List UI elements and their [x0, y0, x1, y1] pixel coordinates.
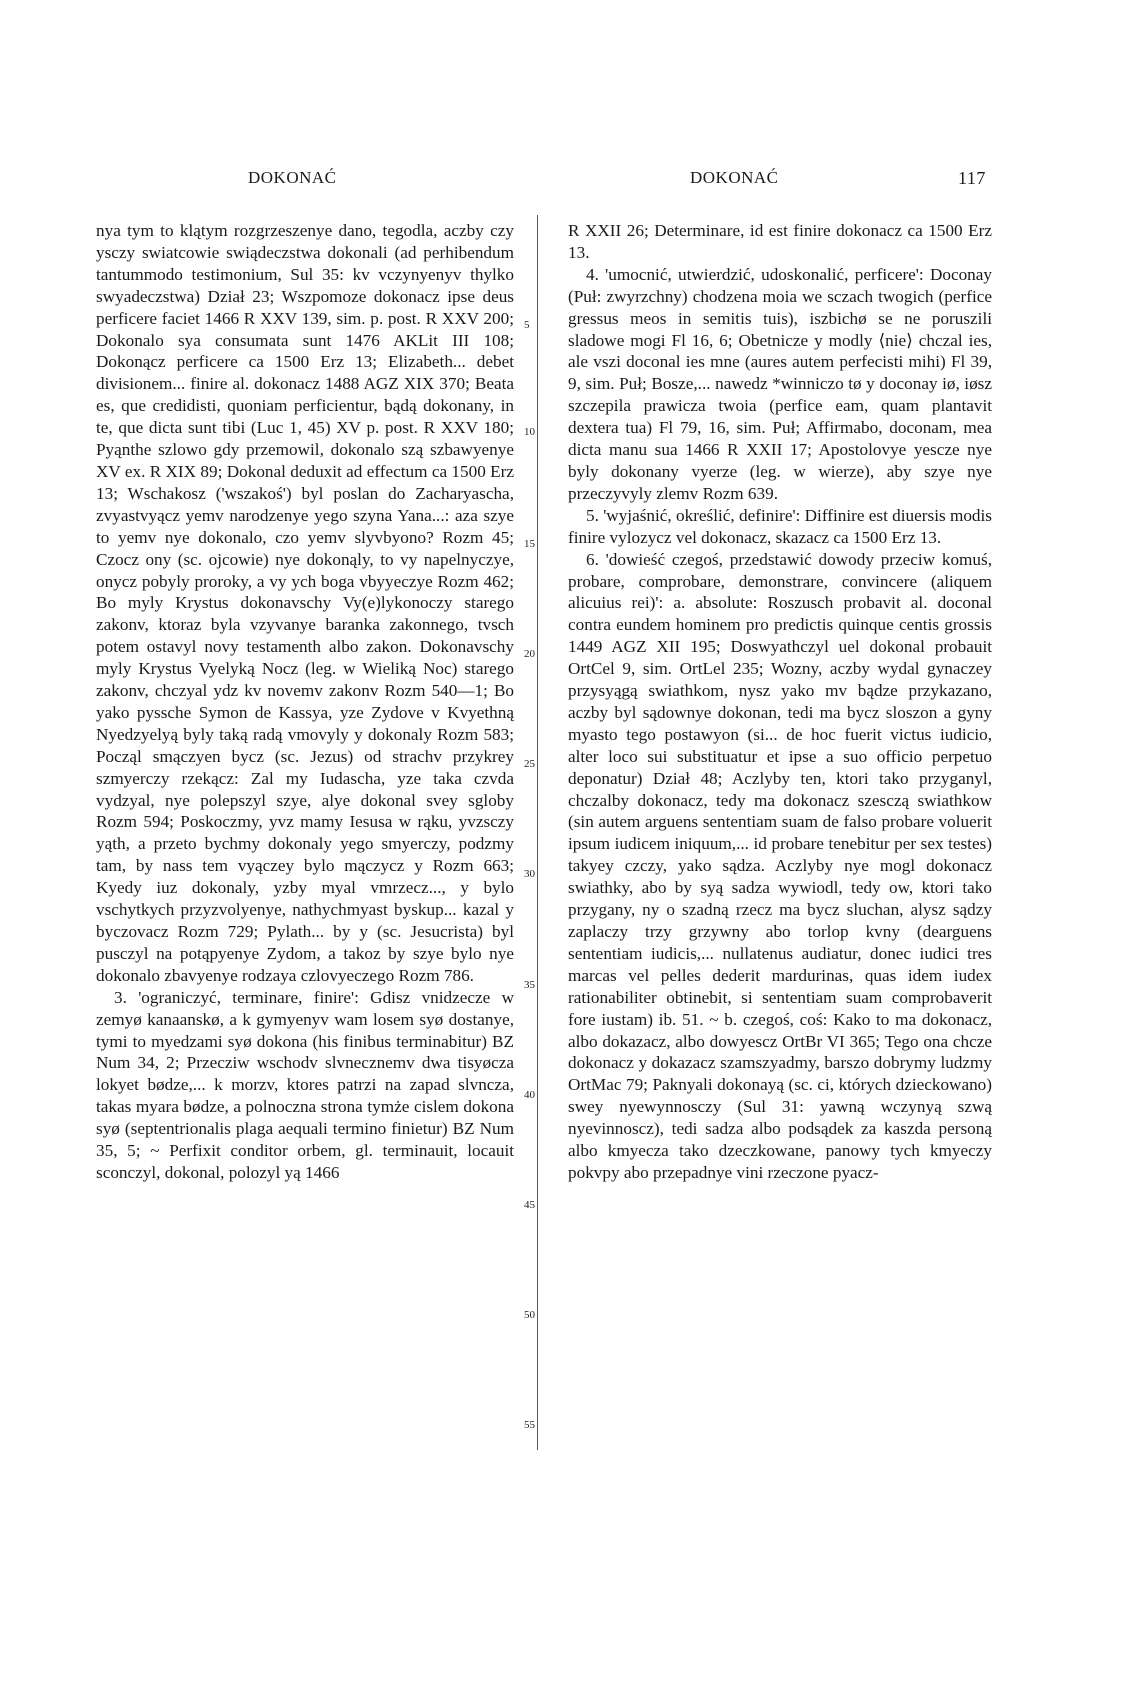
line-number: 5 — [524, 319, 530, 331]
page-number: 117 — [958, 168, 986, 188]
sense-3: 3. 'ograniczyć, terminare, finire': Gdisz vnidzecze w zemyø kanaanskø, a k gymyenyv wam losem syø dostanye, tymi to myedzami syø dokona (his finibus terminabitur) BZ Num 34, 2; Przecziw wschodv slvnecznemv dwa tisyøcza lokyet bødze,... k morzv, ktores patrzi na zapad slvncza, takas myara bødze, a polnoczna strona tymże cislem dokona syø (septentrionalis plaga aequali termino finietur) BZ Num 35, 5; ~ Perfixit conditor orbem, gl. terminauit, locauit sconczyl, dokonal, polozyl yą 1466 — [96, 987, 514, 1182]
entry-text-continued: R XXII 26; Determinare, id est finire dokonacz ca 1500 Erz 13. — [568, 221, 992, 262]
running-head-left: DOKONAĆ — [248, 168, 337, 187]
right-column — [568, 220, 992, 1184]
sense-4: 4. 'umocnić, utwierdzić, udoskonalić, perficere': Doconay (Puł: zwyrzchny) chodzena moia we sczach twogich (perfice gressus meos in semitis tuis), iszbichø se ne poruszili sladowe mogi Fl 16, 6; Obetnicze y modly ⟨nie⟩ chczal ies, ale vszi doconal ies mne (aures autem perfecisti mihi) Fl 39, 9, sim. Puł; Bosze,... nawedz *winniczo tø y doconay iø, iøsz szczepila prawicza twoia (perfice eam, quam plantavit dextera tua) Fl 79, 16, sim. Puł; Affirmabo, doconam, mea dicta manu sua 1466 R XXII 17; Apostolovye yescze nye byly dokonany vyerze (leg. w wierze), aby szye nye przeczyvyly zlemv Rozm 639. — [568, 264, 992, 503]
column-divider — [537, 215, 538, 1450]
entry-text-continued: nya tym to klątym rozgrzeszenye dano, tegodla, aczby czy ysczy swiatcowie swiądeczstwa dokonali (ad perhibendum tantummodo testimonium, Sul 35: kv vczynyenyv thylko swyadeczstwa) Dział 23; Wszpomoze dokonacz ipse deus perficere faciet 1466 R XXV 139, sim. p. post. R XXV 200; Dokonalo sya consumata sunt 1476 AKLit III 108; Dokonącz perficere ca 1500 Erz 13; Elizabeth... debet divisionem... finire al. dokonacz 1488 AGZ XIX 370; Beata es, que credidisti, quoniam perficientur, bądą dokonany, in te, que dicta sunt tibi (Luc 1, 45) XV p. post. R XXV 180; Pyąnthe szlowo gdy przemowil, dokonalo szą szbawyenye XV ex. R XIX 89; Dokonal deduxit ad effectum ca 1500 Erz 13; Wschakosz ('wszakoś') byl poslan do Zacharyascha, zvyastvyącz yemv narodzenye yego szyna Yana...: aza szye to yemv nye dokonalo, czo yemv slyvbyono? Rozm 45; Czocz ony (sc. ojcowie) nye dokonąly, to vy napelnyczye, onycz pobyly proroky, a vy ych boga vbyyeczye Rozm 462; Bo myly Krystus dokonavschy Vy(e)lykonoczy starego zakonv, ktoraz byla vzyvanye baranka zakonnego, tvsch potem ostavyl novy testamenth albo zakon. Dokonavschy myly Krystus Vyelyką Nocz (leg. w Wieliką Noc) starego zakonv, chczyal ydz kv novemv zakonv Rozm 540—1; Bo yako pyssche Symon de Kassya, yze Zydove v Kvyethną Nyedzyelyą byly taką radą vmovyly y dokonaly Rozm 583; Począl smączyen bycz (sc. Jezus) od strachv przykrey szmyerczy rzekącz: Zal my Iudascha, yze taka czvda vydzyal, nye polepszyl szye, alye dokonal svey sgloby Rozm 594; Poskoczmy, yvz mamy Iesusa w rąku, yvzsczy yąth, a przeto bychmy dokonaly yego smyerczy, podzmy tam, by nass tem vyączey bylo mączycz y Rozm 663; Kyedy iuz dokonaly, yzby myal vmrzecz..., y bylo vschytkych przyzvolyenye, nathychmyast byskup... kazal y byczovacz Rozm 729; Pylath... by y (sc. Jesucrista) byl pusczyl na potąpyenye Zydom, a takoz by szye bylo nye dokonalo zbavyenye rodzaya czlovyeczego Rozm 786. — [96, 221, 514, 985]
line-number: 30 — [524, 868, 535, 880]
sense-6: 6. 'dowieść czegoś, przedstawić dowody przeciw komuś, probare, comprobare, demonstrare, convincere (aliquem alicuius rei)': a. absolute: Roszusch probavit al. doconal contra eundem hominem pro predictis quinque centis grossis 1449 AGZ XII 195; Doswyathczyl uel dokonal probauit OrtCel 9, sim. OrtLel 235; Wozny, aczby wydal gynaczey przysyągą swiathkom, nysz yako mv bądze przykazano, aczby byl sądownye dokonan, tedi ma bycz sloszon a gyny myasto tego postawyon (si... de hoc fuerit victus iudicio, alter loco sui substituatur et ipse a suo officio perpetuo deponatur) Dział 48; Aczlyby ten, ktori tako przyganyl, chczalby dokonacz, tedy ma dokonacz szesczą swiathkow (sin autem arguens sententiam suam de falso probare voluerit ipsum iudicem iniquum,... id probare tenebitur per sex testes) takyey czczy, yako sądza. Aczlyby nye mogl dokonacz swiathky, abo by syą sadza wywiodl, tedy ow, ktori tako przygany, ny o szadną rzecz ma bycz sluchan, alysz sądzy zaplaczy trzy grzywny abo torlop kvny (dearguens sententiam iudicis,... nullatenus audiatur, donec iudici tres marcas vel pelles dederit mardurinas, quas idem iudex rationabiliter obtinebit, si sententiam suam comprobaverit fore iustam) ib. 51. ~ b. czegoś, coś: Kako to ma dokonacz, albo dokazacz, albo dowyescz OrtBr VI 365; Tego ona chcze dokonacz y dokazacz szamszyadmy, barszo dobrymy ludzmy OrtMac 79; Paknyali dokonayą (sc. ci, których dzieckowano) swey nyewynnosczy (Sul 31: yawną wczynyą szwą nyevinnoscz), tedi sadza albo podsądek za kaszda personą albo kmyecza tako dzeczkowane, panowy tych kmyeczy pokvpy abo przepadnye vini rzeczone pyacz- — [568, 549, 992, 1182]
line-number: 10 — [524, 426, 535, 438]
line-number: 15 — [524, 538, 535, 550]
running-head-right: DOKONAĆ — [690, 168, 779, 187]
line-number: 45 — [524, 1199, 535, 1211]
line-number: 50 — [524, 1309, 535, 1321]
left-column — [96, 220, 514, 1184]
line-number: 35 — [524, 979, 535, 991]
line-number: 20 — [524, 648, 535, 660]
sense-5: 5. 'wyjaśnić, określić, definire': Diffinire est diuersis modis finire vylozycz vel dokonacz, skazacz ca 1500 Erz 13. — [568, 505, 992, 547]
line-number: 55 — [524, 1419, 535, 1431]
line-number: 40 — [524, 1089, 535, 1101]
line-number: 25 — [524, 758, 535, 770]
